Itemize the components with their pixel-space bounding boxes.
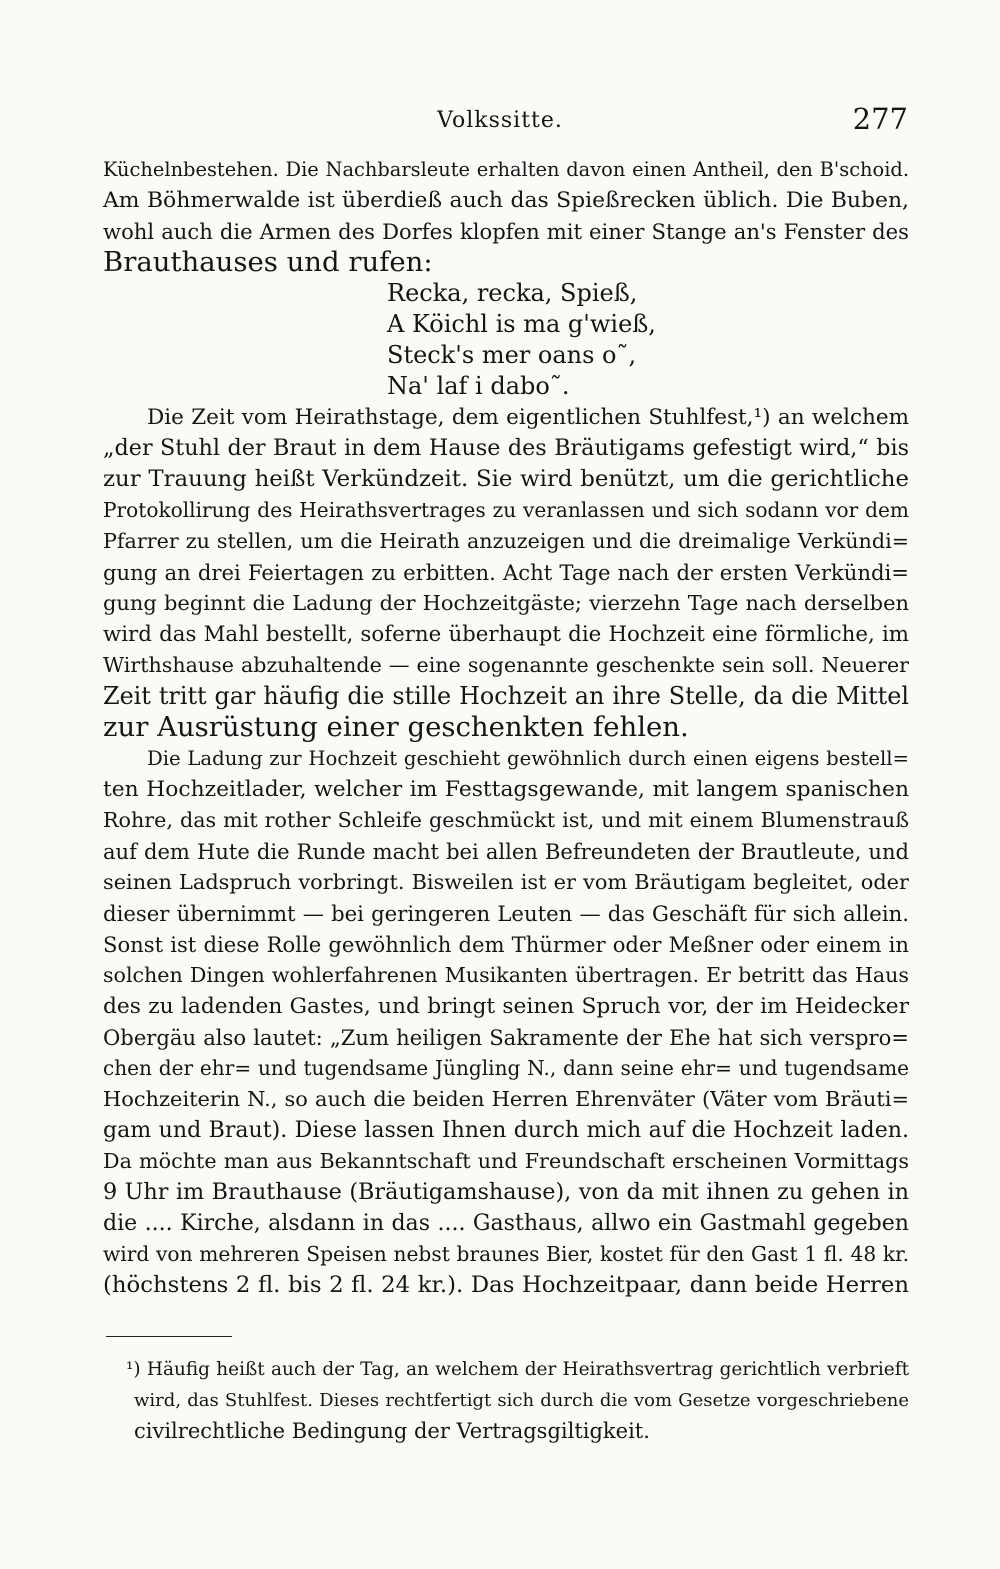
- text-line: wohl auch die Armen des Dorfes klopfen mit einer Stange an's Fenster des: [103, 219, 909, 244]
- text-line: Wirthshause abzuhaltende — eine sogenannte geschenkte sein soll. Neuerer: [103, 653, 909, 677]
- text-line: 9 Uhr im Brauthause (Bräutigamshause), von da mit ihnen zu gehen in: [103, 1179, 909, 1205]
- text-line: Die Zeit vom Heirathstage, dem eigentlichen Stuhlfest,¹) an welchem: [147, 405, 909, 430]
- text-line: gung beginnt die Ladung der Hochzeitgäste; vierzehn Tage nach derselben: [103, 591, 909, 615]
- running-title: Volkssitte.: [437, 108, 563, 133]
- text-line: die .... Kirche, alsdann in das .... Gasthaus, allwo ein Gastmahl gegeben: [103, 1211, 909, 1236]
- verse-line: Recka, recka, Spieß,: [387, 279, 638, 307]
- footnote-line: civilrechtliche Bedingung der Vertragsgiltigkeit.: [134, 1419, 650, 1443]
- footnote-divider: [106, 1336, 232, 1337]
- text-line: Rohre, das mit rother Schleife geschmückt ist, und mit einem Blumenstrauß: [103, 808, 909, 832]
- text-line: wird von mehreren Speisen nebst braunes Bier, kostet für den Gast 1 fl. 48 kr.: [103, 1242, 909, 1266]
- text-line: (höchstens 2 fl. bis 2 fl. 24 kr.). Das Hochzeitpaar, dann beide Herren: [103, 1272, 909, 1298]
- text-line: zur Trauung heißt Verkündzeit. Sie wird benützt, um die gerichtliche: [103, 466, 909, 492]
- text-line: seinen Ladspruch vorbringt. Bisweilen ist er vom Bräutigam begleitet, oder: [103, 870, 909, 894]
- text-line: des zu ladenden Gastes, und bringt seinen Spruch vor, der im Heidecker: [103, 994, 909, 1019]
- verse-line: A Köichl is ma g'wieß,: [387, 310, 656, 338]
- footnote-line: ¹) Häufig heißt auch der Tag, an welchem der Heirathsvertrag gerichtlich verbrieft: [126, 1359, 909, 1380]
- text-line: Zeit tritt gar häufig die stille Hochzeit an ihre Stelle, da die Mittel: [103, 682, 909, 710]
- text-line: Da möchte man aus Bekanntschaft und Freundschaft erscheinen Vormittags: [103, 1149, 909, 1173]
- footnotes: [126, 1354, 909, 1447]
- text-line: auf dem Hute die Runde macht bei allen Befreundeten der Brautleute, und: [103, 839, 909, 864]
- text-line: Brauthauses und rufen:: [103, 246, 433, 278]
- text-line: solchen Dingen wohlerfahrenen Musikanten übertragen. Er betritt das Haus: [103, 963, 909, 987]
- text-line: gam und Braut). Diese lassen Ihnen durch mich auf die Hochzeit laden.: [103, 1118, 909, 1143]
- text-line: ten Hochzeitlader, welcher im Festtagsgewande, mit langem spanischen: [103, 777, 909, 802]
- text-line: Sonst ist diese Rolle gewöhnlich dem Thürmer oder Meßner oder einem in: [103, 932, 909, 957]
- text-line: Hochzeiterin N., so auch die beiden Herren Ehrenväter (Väter vom Bräuti=: [103, 1087, 909, 1111]
- text-line: dieser übernimmt — bei geringeren Leuten — das Geschäft für sich allein.: [103, 901, 909, 926]
- text-line: Am Böhmerwalde ist überdieß auch das Spießrecken üblich. Die Buben,: [103, 188, 909, 213]
- footnote-line: wird, das Stuhlfest. Dieses rechtfertigt sich durch die vom Gesetze vorgeschriebene: [134, 1390, 909, 1411]
- main-text: [103, 154, 909, 1301]
- text-line: Obergäu also lautet: „Zum heiligen Sakramente der Ehe hat sich verspro=: [103, 1025, 909, 1050]
- text-line: Küchelnbestehen. Die Nachbarsleute erhalten davon einen Antheil, den B'schoid.: [103, 158, 909, 181]
- text-line: Pfarrer zu stellen, um die Heirath anzuzeigen und die dreimalige Verkündi=: [103, 529, 909, 553]
- page-number: 277: [852, 102, 908, 136]
- text-line: Die Ladung zur Hochzeit geschieht gewöhnlich durch einen eigens bestell=: [147, 747, 909, 770]
- verse-block: [103, 278, 909, 402]
- text-line: „der Stuhl der Braut in dem Hause des Bräutigams gefestigt wird,“ bis: [103, 435, 909, 461]
- text-line: Protokollirung des Heirathsvertrages zu veranlassen und sich sodann vor dem: [103, 498, 909, 522]
- text-line: zur Ausrüstung einer geschenkten fehlen.: [103, 711, 689, 743]
- text-line: gung an drei Feiertagen zu erbitten. Acht Tage nach der ersten Verkündi=: [103, 560, 909, 585]
- verse-line: Steck's mer oans o˜,: [387, 341, 637, 369]
- text-line: wird das Mahl bestellt, soferne überhaupt die Hochzeit eine förmliche, im: [103, 622, 909, 647]
- verse-line: Na' laf i dabo˜.: [387, 372, 570, 400]
- text-line: chen der ehr= und tugendsame Jüngling N., dann seine ehr= und tugendsame: [103, 1056, 909, 1080]
- page-header: [0, 102, 1000, 144]
